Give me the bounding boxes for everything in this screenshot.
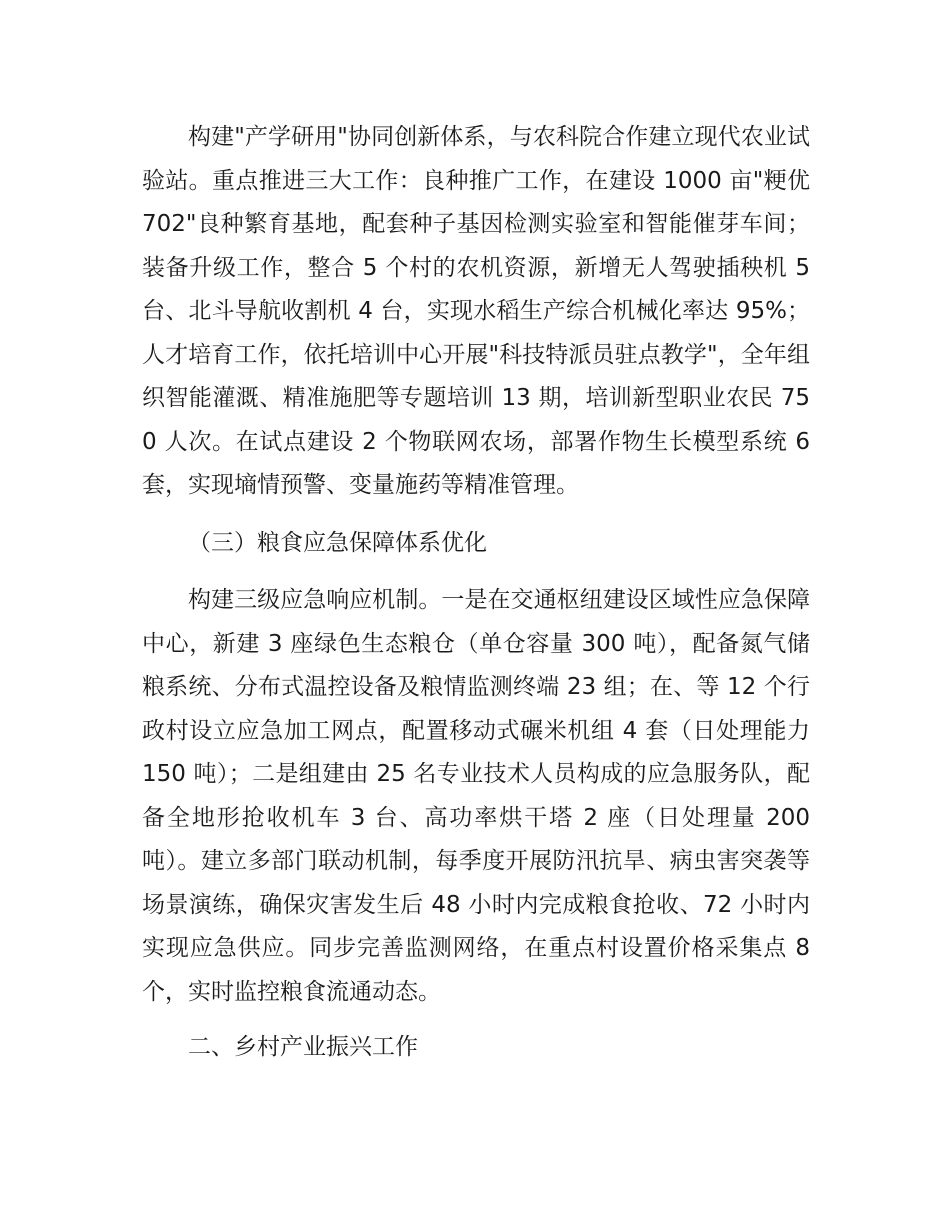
paragraph-innovation-system: 构建"产学研用"协同创新体系，与农科院合作建立现代农业试验站。重点推进三大工作：良种推广工作，在建设 1000 亩"粳优 702"良种繁育基地，配套种子基因检测实验室和智能催芽车间；装备升级工作，整合 5 个村的农机资源，新增无人驾驶插秧机 5 台、北斗导航收割机 4 台，实现水稻生产综合机械化率达 95%；人才培育工作，依托培训中心开展"科技特派员驻点教学"，全年组织智能灌溉、精准施肥等专题培训 13 期，培训新型职业农民 750 人次。在试点建设 2 个物联网农场，部署作物生长模型系统 6 套，实现墒情预警、变量施药等精准管理。: [142, 124, 810, 498]
paragraph-emergency-response: 构建三级应急响应机制。一是在交通枢纽建设区域性应急保障中心，新建 3 座绿色生态粮仓（单仓容量 300 吨），配备氮气储粮系统、分布式温控设备及粮情监测终端 23 组；在、等 12 个行政村设立应急加工网点，配置移动式碾米机组 4 套（日处理能力 150 吨）；二是组建由 25 名专业技术人员构成的应急服务队，配备全地形抢收机车 3 台、高功率烘干塔 2 座（日处理量 200 吨）。建立多部门联动机制，每季度开展防汛抗旱、病虫害突袭等场景演练，确保灾害发生后 48 小时内完成粮食抢收、72 小时内实现应急供应。同步完善监测网络，在重点村设置价格采集点 8 个，实时监控粮食流通动态。: [142, 587, 810, 1005]
document-body: [142, 116, 810, 1084]
section-heading-grain-emergency: （三）粮食应急保障体系优化: [188, 529, 487, 556]
section-heading-rural-industry: 二、乡村产业振兴工作: [188, 1034, 418, 1060]
